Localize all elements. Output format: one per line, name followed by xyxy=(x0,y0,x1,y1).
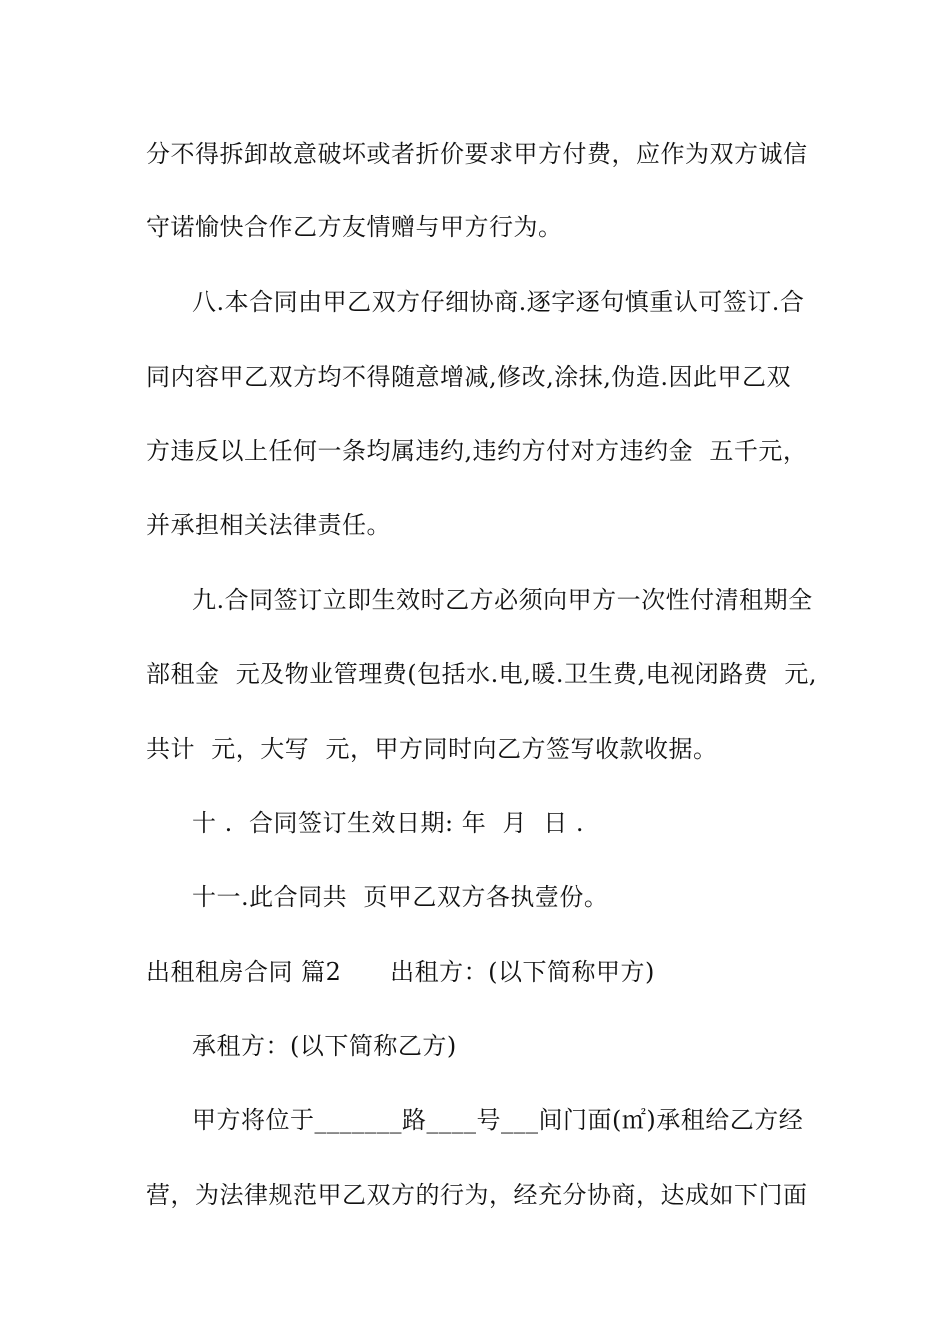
text-line: 并承担相关法律责任。 xyxy=(146,511,391,539)
text-line: 九.合同签订立即生效时乙方必须向甲方一次性付清租期全 xyxy=(192,586,813,614)
text-line: 部租金 元及物业管理费(包括水.电,暖.卫生费,电视闭路费 元, xyxy=(146,660,818,688)
text-line: 方违反以上任何一条均属违约,违约方付对方违约金 五千元， xyxy=(146,437,808,465)
text-line: 八.本合同由甲乙双方仔细协商.逐字逐句慎重认可签订.合 xyxy=(192,288,805,316)
text-line: 十一.此合同共 页甲乙双方各执壹份。 xyxy=(192,883,609,911)
text-line: 甲方将位于_______路____号___间门面(㎡)承租给乙方经 xyxy=(192,1106,804,1134)
text-line: 同内容甲乙双方均不得随意增减,修改,涂抹,伪造.因此甲乙双 xyxy=(146,363,792,391)
text-line: 十 . 合同签订生效日期: 年 月 日 . xyxy=(192,809,585,837)
text-line: 分不得拆卸故意破坏或者折价要求甲方付费，应作为双方诚信 xyxy=(146,140,808,168)
text-line: 守诺愉快合作乙方友情赠与甲方行为。 xyxy=(146,213,563,241)
section-heading: 出租租房合同 篇2 出租方：(以下简称甲方) xyxy=(146,958,655,986)
text-line: 承租方：(以下简称乙方) xyxy=(192,1032,457,1060)
text-line: 共计 元，大写 元，甲方同时向乙方签写收款收据。 xyxy=(146,735,718,763)
text-line: 营，为法律规范甲乙双方的行为，经充分协商，达成如下门面 xyxy=(146,1181,808,1209)
